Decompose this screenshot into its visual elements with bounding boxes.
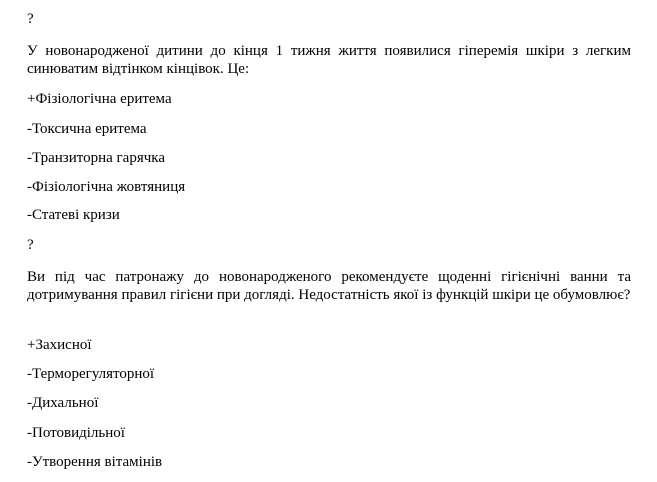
question-text: У новонародженої дитини до кінця 1 тижня життя появилися гіперемія шкіри з легким синюватим відтінком кінцівок. Це: — [27, 43, 631, 77]
answer-option: -Фізіологічна жовтяниця — [27, 179, 186, 195]
answer-option: -Утворення вітамінів — [27, 454, 163, 470]
answer-option-correct: +Фізіологічна еритема — [27, 91, 172, 107]
answer-option: -Токсична еритема — [27, 121, 147, 137]
question-text: Ви під час патронажу до новонародженого рекомендуєте щоденні гігієнічні ванни та дотримування правил гігієни при догляді. Недостатність якої із функцій шкіри це обумовлює? — [27, 269, 631, 303]
answer-option: -Дихальної — [27, 395, 99, 411]
answer-option: -Терморегуляторної — [27, 366, 155, 382]
answer-option-correct: +Захисної — [27, 337, 92, 353]
question-marker: ? — [27, 11, 34, 27]
question-marker: ? — [27, 237, 34, 253]
answer-option: -Статеві кризи — [27, 207, 120, 223]
answer-option: -Транзиторна гарячка — [27, 150, 165, 166]
answer-option: -Потовидільної — [27, 425, 125, 441]
